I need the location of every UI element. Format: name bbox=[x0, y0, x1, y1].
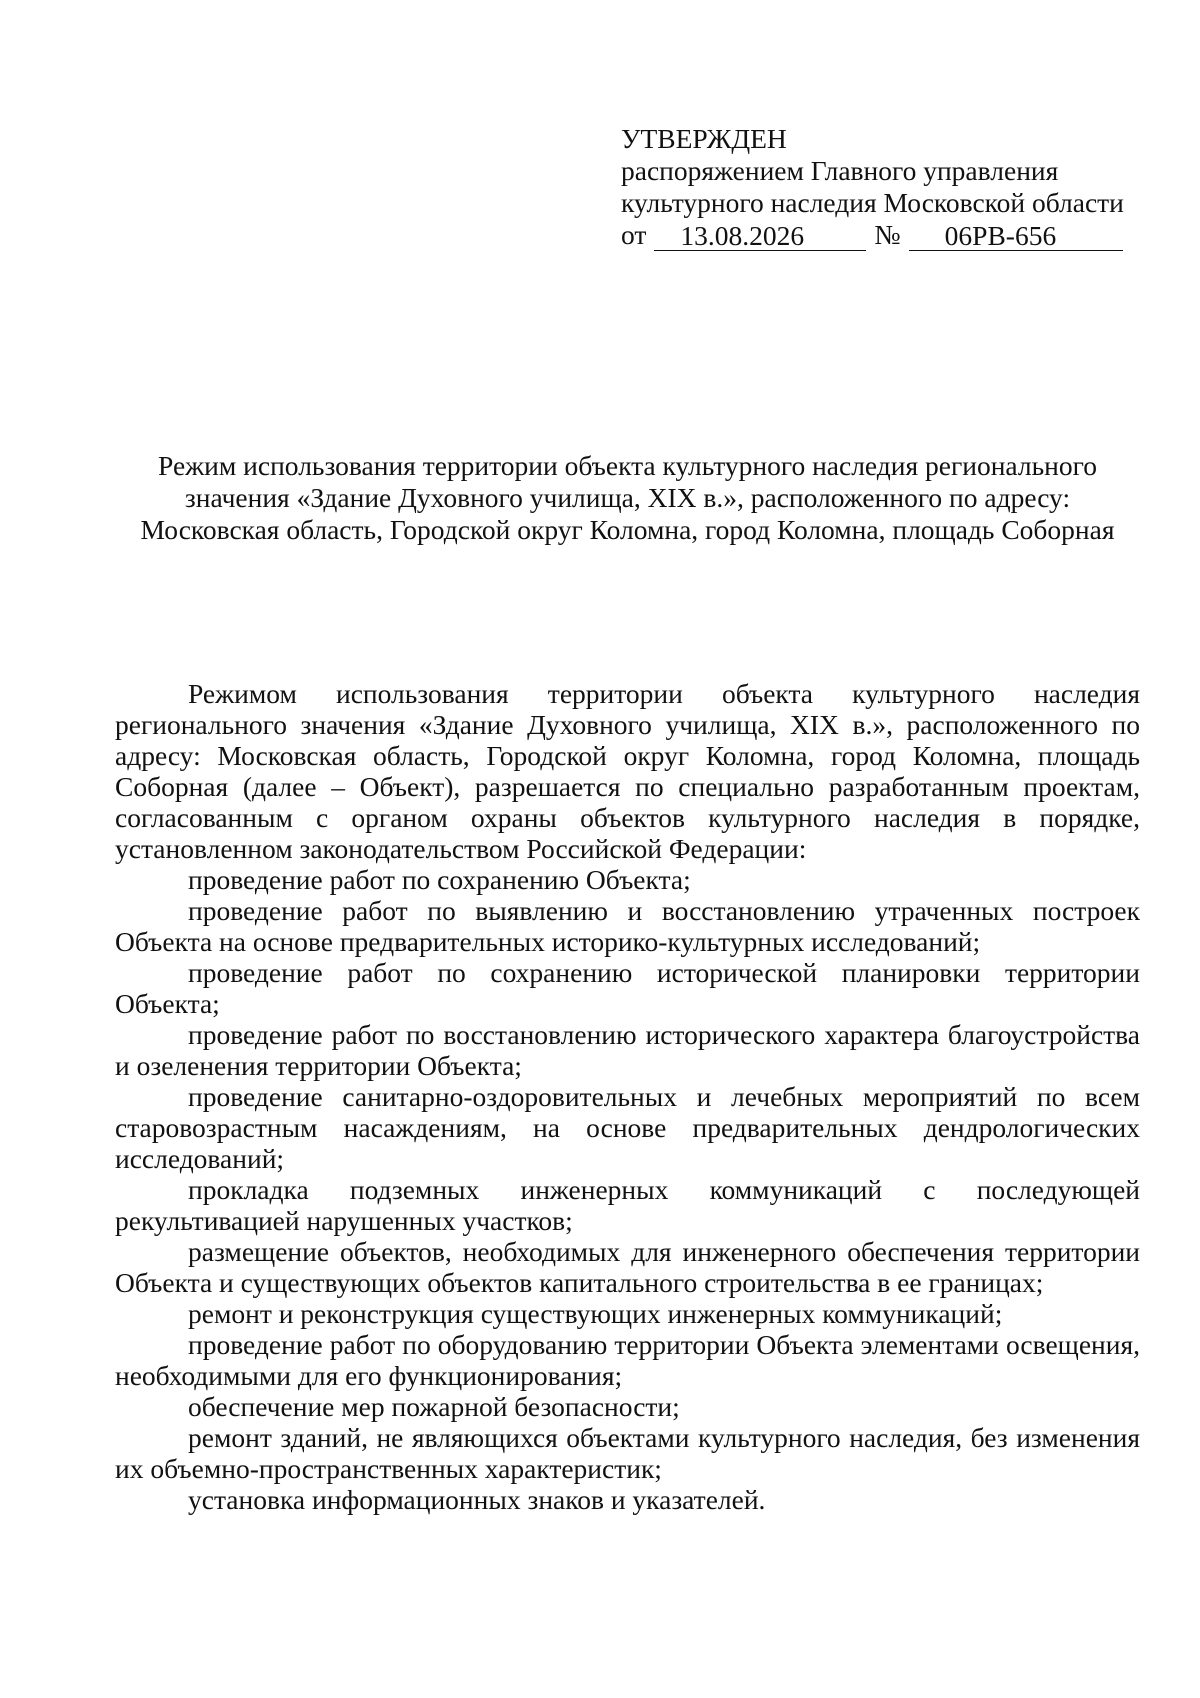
title-line-3: Московская область, Городской округ Коломна, город Коломна, площадь Соборная bbox=[140, 514, 1115, 545]
document-body bbox=[115, 678, 1140, 1515]
list-item: проведение работ по выявлению и восстановлению утраченных построек Объекта на основе предварительных историко-культурных исследований; bbox=[115, 895, 1140, 957]
approval-date: 13.08.2026 bbox=[654, 222, 866, 251]
approval-line-2: культурного наследия Московской области bbox=[621, 187, 1124, 218]
document-title bbox=[60, 450, 1195, 546]
approval-reference bbox=[621, 219, 1181, 251]
list-item: установка информационных знаков и указателей. bbox=[188, 1484, 766, 1515]
list-item: проведение работ по сохранению исторической планировки территории Объекта; bbox=[115, 957, 1140, 1019]
list-item: проведение санитарно-оздоровительных и лечебных мероприятий по всем старовозрастным насаждениям, на основе предварительных дендрологических исследований; bbox=[115, 1081, 1140, 1174]
date-prefix: от bbox=[621, 219, 647, 250]
list-item: прокладка подземных инженерных коммуникаций с последующей рекультивацией нарушенных участков; bbox=[115, 1174, 1140, 1236]
list-item: ремонт и реконструкция существующих инженерных коммуникаций; bbox=[188, 1298, 1003, 1329]
list-item: проведение работ по сохранению Объекта; bbox=[188, 864, 691, 895]
title-line-2: значения «Здание Духовного училища, XIX в.», расположенного по адресу: bbox=[184, 482, 1071, 513]
list-item: ремонт зданий, не являющихся объектами культурного наследия, без изменения их объемно-пространственных характеристик; bbox=[115, 1422, 1140, 1484]
approval-number: 06РВ-656 bbox=[909, 222, 1123, 251]
list-item: размещение объектов, необходимых для инженерного обеспечения территории Объекта и существующих объектов капитального строительства в ее границах; bbox=[115, 1236, 1140, 1298]
list-item: проведение работ по оборудованию территории Объекта элементами освещения, необходимыми для его функционирования; bbox=[115, 1329, 1140, 1391]
approval-heading: УТВЕРЖДЕН bbox=[621, 123, 787, 154]
approval-block bbox=[621, 123, 1181, 251]
intro-paragraph: Режимом использования территории объекта культурного наследия регионального значения «Здание Духовного училища, XIX в.», расположенного по адресу: Московская область, Городской округ Коломна, город Коломна, площадь Соборная (далее – Объект), разрешается по специально разработанным проектам, согласованным с органом охраны объектов культурного наследия в порядке, установленном законодательством Российской Федерации: bbox=[115, 678, 1140, 864]
number-prefix: № bbox=[874, 219, 901, 250]
approval-line-1: распоряжением Главного управления bbox=[621, 155, 1059, 186]
list-item: проведение работ по восстановлению исторического характера благоустройства и озеленения территории Объекта; bbox=[115, 1019, 1140, 1081]
list-item: обеспечение мер пожарной безопасности; bbox=[188, 1391, 680, 1422]
title-line-1: Режим использования территории объекта культурного наследия регионального bbox=[158, 450, 1097, 481]
